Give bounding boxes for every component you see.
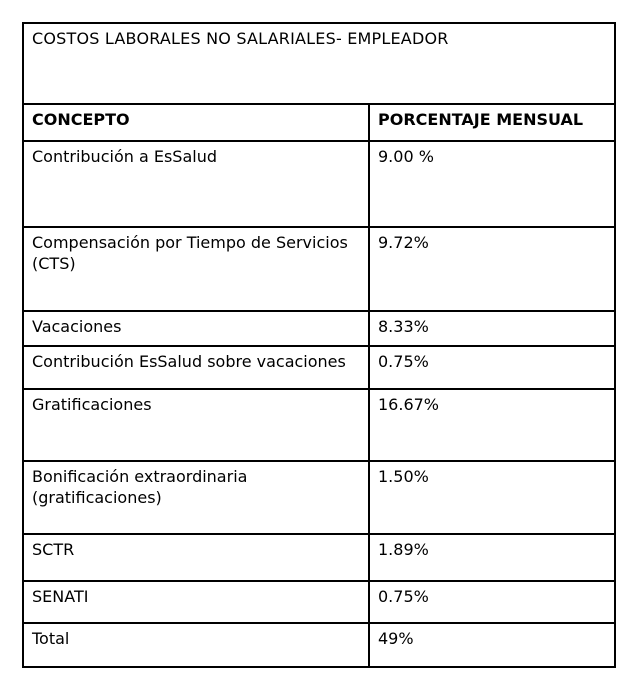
concept-cell: Contribución a EsSalud: [23, 141, 369, 227]
table-title: COSTOS LABORALES NO SALARIALES- EMPLEADOR: [23, 23, 615, 104]
percentage-cell: 1.89%: [369, 534, 615, 581]
table-row-vacaciones: [23, 311, 615, 346]
column-header-concepto: CONCEPTO: [23, 104, 369, 141]
concept-cell: Gratificaciones: [23, 389, 369, 461]
header-row: [23, 104, 615, 141]
percentage-cell: 1.50%: [369, 461, 615, 534]
title-row: [23, 23, 615, 104]
table-row-essalud: [23, 141, 615, 227]
concept-cell: Total: [23, 623, 369, 667]
concept-cell: Bonificación extraordinaria (gratificaciones): [23, 461, 369, 534]
table-row-senati: [23, 581, 615, 623]
percentage-cell: 9.00 %: [369, 141, 615, 227]
table-row-total: [23, 623, 615, 667]
concept-cell: SCTR: [23, 534, 369, 581]
table-row-cts: [23, 227, 615, 311]
concept-cell: Vacaciones: [23, 311, 369, 346]
percentage-cell: 16.67%: [369, 389, 615, 461]
table-row-gratificaciones: [23, 389, 615, 461]
concept-cell: Contribución EsSalud sobre vacaciones: [23, 346, 369, 389]
labor-costs-table: [22, 22, 616, 668]
percentage-cell: 0.75%: [369, 346, 615, 389]
percentage-cell: 9.72%: [369, 227, 615, 311]
concept-cell: Compensación por Tiempo de Servicios (CTS): [23, 227, 369, 311]
table-row-sctr: [23, 534, 615, 581]
table-row-bonificacion: [23, 461, 615, 534]
concept-cell: SENATI: [23, 581, 369, 623]
percentage-cell: 8.33%: [369, 311, 615, 346]
table-row-essalud-vacaciones: [23, 346, 615, 389]
percentage-cell: 49%: [369, 623, 615, 667]
percentage-cell: 0.75%: [369, 581, 615, 623]
column-header-porcentaje-mensual: PORCENTAJE MENSUAL: [369, 104, 615, 141]
